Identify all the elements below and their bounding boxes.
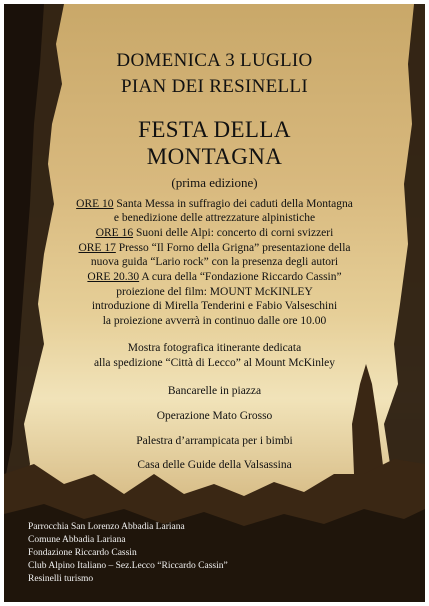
program-line: [0, 197, 429, 211]
event-edition: (prima edizione): [171, 175, 258, 190]
extra-item: Mostra fotografica itinerante dedicata: [127, 342, 302, 354]
program-line: [0, 241, 429, 255]
program-line: [0, 255, 429, 269]
program-text: A cura della “Fondazione Riccardo Cassin”: [139, 271, 342, 283]
organizer-item: Parrocchia San Lorenzo Abbadia Lariana: [28, 522, 185, 532]
organizer-item: Comune Abbadia Lariana: [28, 535, 126, 545]
program-text: e benedizione delle attrezzature alpinistiche: [113, 212, 316, 224]
extra-item: Bancarelle in piazza: [167, 385, 262, 397]
program-text: Presso “Il Forno della Grigna” presentazione della: [115, 242, 351, 254]
program-line: [0, 270, 429, 284]
program-text: introduzione di Mirella Tenderini e Fabio Valseschini: [91, 300, 338, 312]
program-line: [0, 226, 429, 240]
program-time: ORE 20.30: [87, 271, 140, 283]
program-line: [0, 211, 429, 225]
event-location: PIAN DEI RESINELLI: [121, 76, 308, 97]
program-text: nuova guida “Lario rock” con la presenza degli autori: [90, 256, 339, 268]
organizer-item: Resinelli turismo: [28, 574, 94, 584]
event-date: DOMENICA 3 LUGLIO: [116, 50, 313, 71]
program-text: Suoni delle Alpi: concerto di corni svizzeri: [133, 227, 334, 239]
program-time: ORE 17: [78, 242, 116, 254]
event-title-line2: MONTAGNA: [146, 144, 283, 169]
organizer-item: Club Alpino Italiano – Sez.Lecco “Riccardo Cassin”: [28, 561, 228, 571]
program-time: ORE 16: [95, 227, 134, 239]
program-text: Santa Messa in suffragio dei caduti della Montagna: [113, 198, 353, 210]
organizer-item: Fondazione Riccardo Cassin: [28, 548, 137, 558]
extra-item: Palestra d’arrampicata per i bimbi: [136, 435, 293, 447]
program-text: la proiezione avverrà in continuo dalle ore 10.00: [102, 315, 327, 327]
program-line: [0, 299, 429, 313]
program-time: ORE 10: [76, 198, 114, 210]
extra-item: alla spedizione “Città di Lecco” al Mount McKinley: [93, 357, 336, 369]
extra-item: Casa delle Guide della Valsassina: [137, 459, 292, 471]
extra-item: Operazione Mato Grosso: [156, 410, 273, 422]
event-title-line1: FESTA DELLA: [138, 117, 291, 142]
program-text: proiezione del film: MOUNT McKINLEY: [116, 286, 313, 298]
program-line: [0, 285, 429, 299]
program-line: [0, 314, 429, 328]
